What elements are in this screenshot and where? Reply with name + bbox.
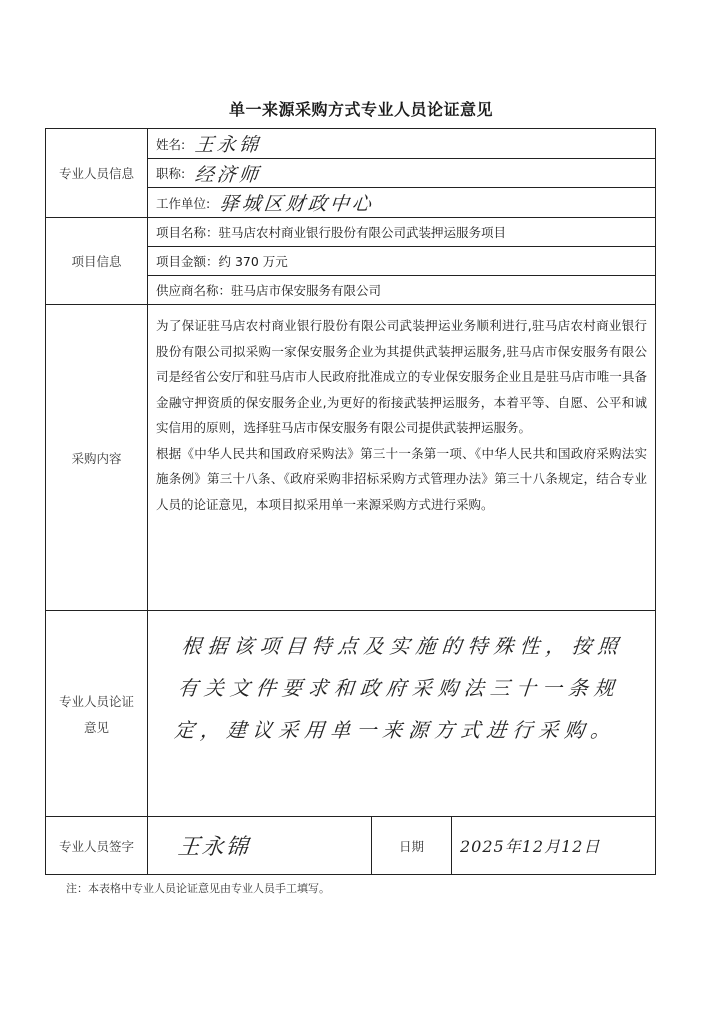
title-label: 职称:: [156, 166, 186, 181]
name-label: 姓名:: [156, 136, 186, 152]
opinion-category-line-2: 意见: [83, 719, 109, 735]
opinion-handwritten: 根据该项目特点及实施的特殊性，按照有关文件要求和政府采购法三十一条规定，建议采用单一来源方式进行采购。: [173, 634, 625, 742]
unit-handwritten: 驿城区财政中心: [218, 193, 376, 215]
date-cell: [452, 817, 656, 875]
procurement-paragraph-1: 为了保证驻马店农村商业银行股份有限公司武装押运业务顺利进行,驻马店农村商业银行股份有限公司拟采购一家保安服务企业为其提供武装押运服务,驻马店市保安服务有限公司是经省公安厅和驻马店市人民政府批准成立的专业保安服务企业且是驻马店市唯一具备金融守押资质的保安服务企业,为更好的衔接武装押运服务，本着平等、自愿、公平和诚实信用的原则，选择驻马店市保安服务有限公司提供武装押运服务。: [156, 318, 648, 435]
supplier-name: 供应商名称：驻马店市保安服务有限公司: [148, 276, 656, 305]
procurement-category: 采购内容: [46, 305, 148, 611]
signature-cell: [148, 817, 372, 875]
name-handwritten: 王永锦: [193, 134, 263, 156]
title-handwritten: 经济师: [193, 163, 263, 186]
signature-handwritten: 王永锦: [176, 835, 252, 860]
procurement-paragraph-2: 根据《中华人民共和国政府采购法》第三十一条第一项、《中华人民共和国政府采购法实施条例》第三十八条、《政府采购非招标采购方式管理办法》第三十八条规定，结合专业人员的论证意见，本项目拟采用单一来源采购方式进行采购。: [156, 445, 648, 512]
expert-info-category: 专业人员信息: [46, 129, 148, 218]
opinion-category-line-1: 专业人员论证: [58, 693, 134, 709]
procurement-content: [148, 305, 656, 611]
opinion-content: [148, 611, 656, 817]
signature-label: 专业人员签字: [46, 817, 148, 875]
date-label: 日期: [372, 817, 452, 875]
name-row: [148, 129, 656, 159]
date-handwritten: 2025年12月12日: [460, 837, 601, 856]
project-name: 项目名称：驻马店农村商业银行股份有限公司武装押运服务项目: [148, 218, 656, 247]
unit-row: [148, 188, 656, 218]
unit-label: 工作单位:: [156, 195, 211, 211]
document-title: 单一来源采购方式专业人员论证意见: [228, 100, 493, 119]
footnote: 注：本表格中专业人员论证意见由专业人员手工填写。: [66, 882, 330, 895]
expert-opinion-form: [45, 128, 656, 875]
project-amount: 项目金额：约 370 万元: [148, 247, 656, 276]
title-row: [148, 159, 656, 188]
opinion-category: [46, 611, 148, 817]
project-info-category: 项目信息: [46, 218, 148, 305]
